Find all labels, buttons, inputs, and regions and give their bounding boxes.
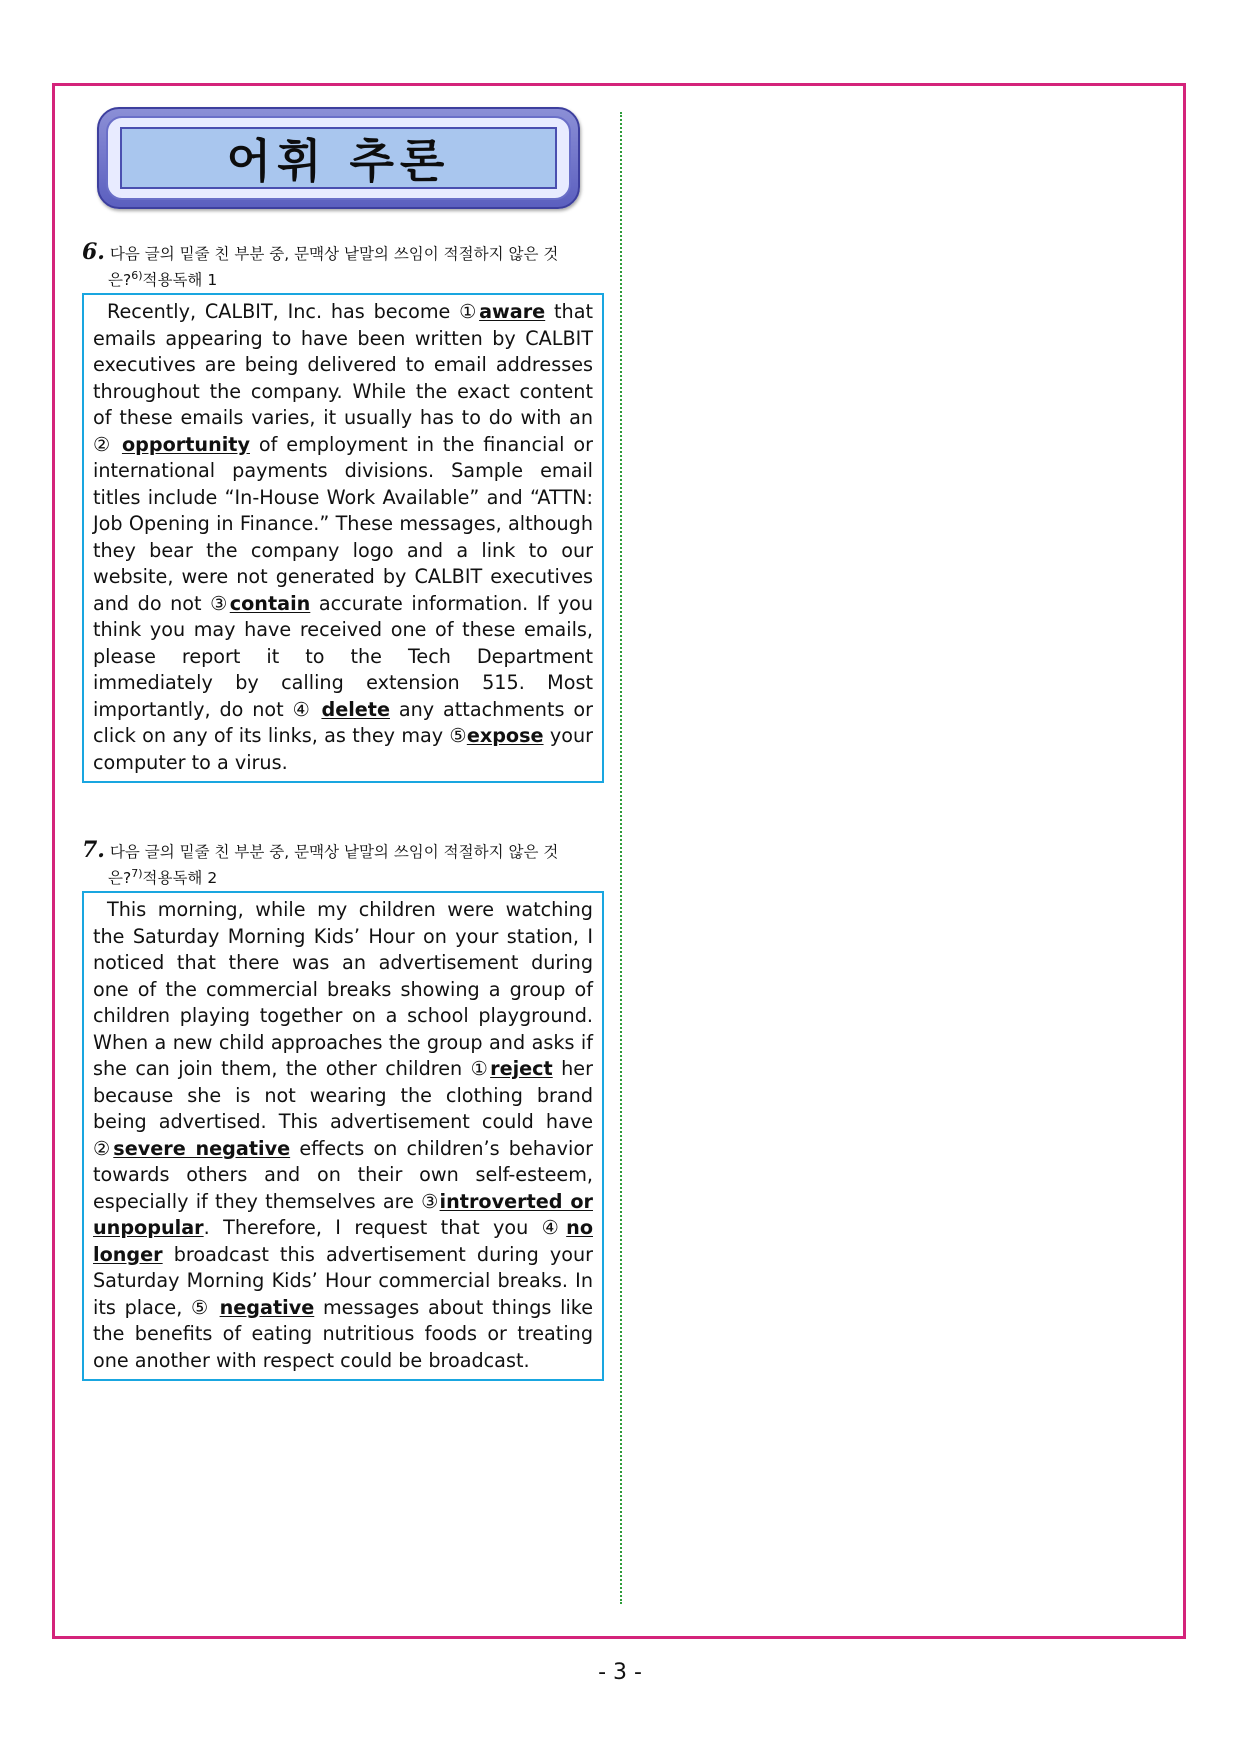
passage-6-text: Recently, CALBIT, Inc. has become ①aware that emails appearing to have been written by CALBIT executives are being delivered to email addresses throughout the company. While the exact content of these emails varies, it usually has to do with an ② opportunity of employment in the financial or international payments divisions. Sample email titles include “In-House Work Available” and “ATTN: Job Opening in Finance.” These messages, although they bear the company logo and a link to our website, were not generated by CALBIT executives and do not ③contain accurate information. If you think you may have received one of these emails, please report it to the Tech Department immediately by calling extension 515. Most importantly, do not ④ delete any attachments or click on any of its links, as they may ⑤expose your computer to a virus. [93,300,593,774]
banner-inner [120,127,557,189]
question-6-footnote: 6) [131,269,143,282]
question-7-footnote: 7) [131,867,143,880]
underlined-word-5: expose [466,724,544,747]
question-6-text-end: 은? [108,271,132,290]
page-number: - 3 - [598,1660,642,1685]
question-7-text: 다음 글의 밑줄 친 부분 중, 문맥상 낱말의 쓰임이 적절하지 않은 것 [109,843,559,861]
question-6-number: 6. [82,239,105,265]
underlined-word-3: introverted or unpopular [93,1189,593,1239]
column-divider [620,112,622,1604]
underlined-word-4: no longer [93,1216,593,1266]
question-7-line1 [82,837,606,863]
underlined-word-2: opportunity [121,432,250,456]
question-7-source: 적용독해 2 [142,869,218,888]
question-6-source: 적용독해 1 [142,271,218,290]
underlined-word-1: reject [490,1057,553,1080]
section-title: 어휘 추론 [226,134,451,188]
underlined-word-3: contain [229,591,311,615]
question-7-prompt [82,837,606,889]
passage-7-text: This morning, while my children were watching the Saturday Morning Kids’ Hour on your station, I noticed that there was an advertisement during one of the commercial breaks showing a group of children playing together on a school playground. When a new child approaches the group and asks if she can join them, the other children ①reject her because she is not wearing the clothing brand being advertised. This advertisement could have ②severe negative effects on children’s behavior towards others and on their own self-esteem, especially if they themselves are ③introverted or unpopular. Therefore, I request that you ④no longer broadcast this advertisement during your Saturday Morning Kids’ Hour commercial breaks. In its place, ⑤ negative messages about things like the benefits of eating nutritious foods or treating one another with respect could be broadcast. [93,898,594,1372]
underlined-word-5: negative [219,1295,315,1319]
question-7-line2 [82,863,606,889]
question-7-text-end: 은? [108,869,132,888]
question-6-prompt [82,239,606,291]
question-7-number: 7. [82,837,105,863]
question-6-passage [82,293,604,783]
question-6-line2 [82,265,606,291]
underlined-word-4: delete [321,697,390,721]
question-6-line1 [82,239,606,265]
underlined-word-2: severe negative [113,1136,291,1160]
underlined-word-1: aware [479,300,546,323]
question-7-passage [82,891,604,1381]
question-6-text: 다음 글의 밑줄 친 부분 중, 문맥상 낱말의 쓰임이 적절하지 않은 것 [109,245,559,263]
section-banner [97,107,580,209]
